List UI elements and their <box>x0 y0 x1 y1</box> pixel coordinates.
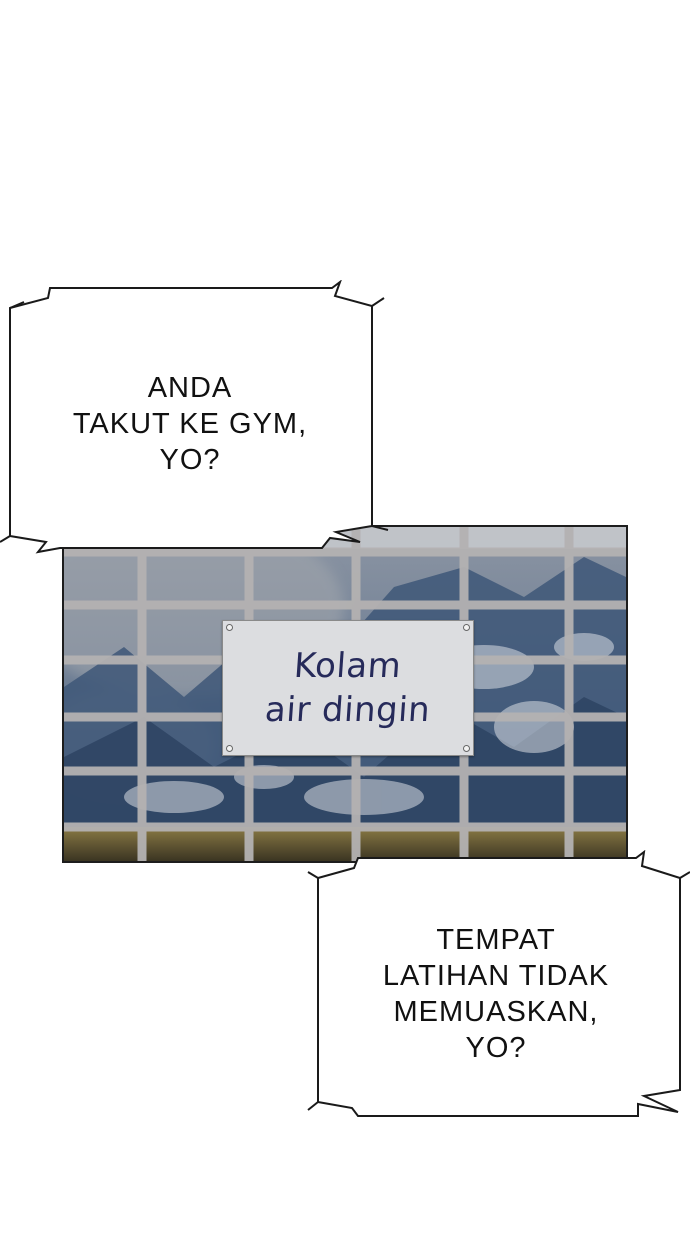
sign-grommet <box>226 745 233 752</box>
bubble-bottom-line-4: YO? <box>465 1032 527 1064</box>
bubble-bottom-line-2: LATIHAN TIDAK <box>382 960 610 992</box>
bubble-bottom-line-1: TEMPAT <box>436 924 556 956</box>
bubble-bottom-text <box>346 922 646 1066</box>
bubble-top-text <box>40 370 340 478</box>
bubble-top-line-2: TAKUT KE GYM, <box>72 408 308 440</box>
sign-grommet <box>463 745 470 752</box>
bubble-bottom-line-3: MEMUASKAN, <box>393 996 599 1028</box>
sign-text-line-1: Kolam <box>292 646 404 686</box>
pool-sign <box>222 620 474 756</box>
sign-grommet <box>463 624 470 631</box>
bubble-top-line-1: ANDA <box>147 372 233 404</box>
sign-grommet <box>226 624 233 631</box>
bubble-top-line-3: YO? <box>159 444 221 476</box>
sign-text-line-2: air dingin <box>263 690 433 730</box>
